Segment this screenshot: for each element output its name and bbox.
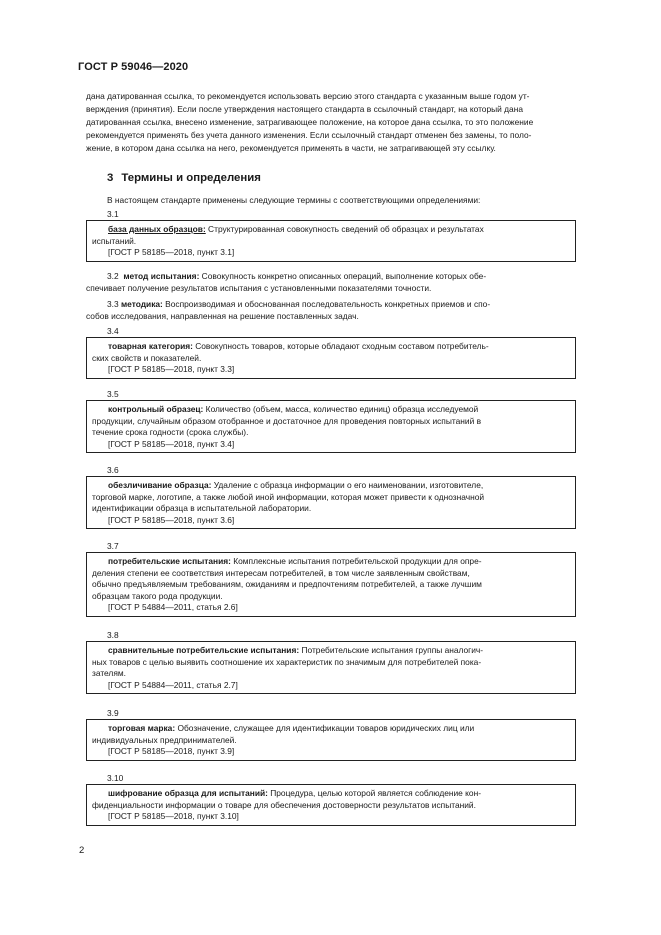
term-number: 3.2 xyxy=(107,271,119,281)
intro-line: рекомендуется применять без учета данного изменения. Если ссылочный стандарт отменен без замены, то поло- xyxy=(86,130,532,140)
term-number: 3.10 xyxy=(107,773,124,783)
term-number: 3.3 xyxy=(107,299,119,309)
definition-text: Обозначение, служащее для идентификации товаров юридических лиц или xyxy=(175,723,475,733)
section-number: 3 xyxy=(107,172,114,184)
term-source-ref: [ГОСТ Р 58185—2018, пункт 3.6] xyxy=(108,514,235,525)
definition-text: обычно предъявляемым требованиям, ожиданиям и предпочтениям потребителей, а также лучшим xyxy=(92,579,482,589)
definition-text: ских свойств и показателей. xyxy=(92,352,202,363)
definition-text: деления степени ее соответствия интересам потребителей, в том числе заявленным свойствам, xyxy=(92,567,470,578)
definition-text: Комплексные испытания потребительской продукции для опре- xyxy=(230,556,482,566)
definition-text: Совокупность товаров, которые обладают сходным составом потребитель- xyxy=(192,341,489,351)
term-source-ref: [ГОСТ Р 58185—2018, пункт 3.3] xyxy=(108,364,235,374)
term-name: сравнительные потребительские испытания: xyxy=(108,645,300,655)
definition-text: Структурированная совокупность сведений об образцах и результатах xyxy=(205,224,484,234)
intro-line: верждения (принятия). Если после утверждения настоящего стандарта в ссылочный стандарт, на который дана xyxy=(86,104,523,114)
term-paragraph xyxy=(86,270,576,294)
intro-line: дана датированная ссылка, то рекомендуется использовать версию этого стандарта с указанным выше годом ут- xyxy=(86,91,530,101)
term-source-ref: [ГОСТ Р 58185—2018, пункт 3.9] xyxy=(108,746,235,756)
section-title: Термины и определения xyxy=(121,172,261,184)
term-source-ref: [ГОСТ Р 58185—2018, пункт 3.10] xyxy=(108,811,239,821)
definition-text: Воспроизводимая и обоснованная последовательность конкретных приемов и спо- xyxy=(162,299,491,309)
term-name: потребительские испытания: xyxy=(108,556,231,566)
term-name: база данных образцов: xyxy=(108,224,206,234)
definition-text: собов исследования, направленная на решение поставленных задач. xyxy=(86,311,359,321)
term-definition-box xyxy=(86,641,576,694)
term-number: 3.5 xyxy=(107,389,119,399)
definition-text: Потребительские испытания группы аналогич- xyxy=(299,645,484,655)
term-number: 3.8 xyxy=(107,630,119,640)
definition-text: спечивает получение результатов испытания с установленными показателями точности. xyxy=(86,283,432,293)
intro-paragraph xyxy=(86,90,576,155)
term-name: шифрование образца для испытаний: xyxy=(108,788,268,798)
term-definition-box xyxy=(86,476,576,529)
intro-line: датированная ссылка, внесено изменение, затрагивающее положение, на которое дана ссылка, то это положение xyxy=(86,117,534,127)
term-name: контрольный образец: xyxy=(108,404,204,414)
definition-text: Процедура, целью которой является соблюдение кон- xyxy=(267,788,481,798)
term-source-ref: [ГОСТ Р 58185—2018, пункт 3.1] xyxy=(108,247,235,257)
definition-text: Удаление с образца информации о его наименовании, изготовителе, xyxy=(211,480,484,490)
term-definition-box xyxy=(86,552,576,617)
term-name: методика: xyxy=(120,299,163,309)
definition-text: Количество (объем, масса, количество единиц) образца исследуемой xyxy=(203,404,479,414)
definition-text: зателям. xyxy=(92,668,126,678)
term-definition-box xyxy=(86,337,576,379)
term-name: метод испытания: xyxy=(123,271,200,281)
term-number: 3.1 xyxy=(107,209,119,219)
term-source-ref: [ГОСТ Р 54884—2011, статья 2.6] xyxy=(108,602,238,612)
page-number: 2 xyxy=(79,845,85,856)
term-number: 3.6 xyxy=(107,465,119,475)
definition-text: течение срока годности (срока службы). xyxy=(92,427,249,437)
definition-text: продукции, случайным образом отобранное и достаточное для проведения повторных испытаний в xyxy=(92,415,482,426)
standard-code-header: ГОСТ Р 59046—2020 xyxy=(78,61,189,73)
definition-text: ных товаров с целью выявить соотношение их характеристик по значимым для потребителей пока- xyxy=(92,656,482,667)
term-number: 3.4 xyxy=(107,326,119,336)
term-name: товарная категория: xyxy=(108,341,193,351)
section-lead: В настоящем стандарте применены следующие термины с соответствующими определениями: xyxy=(107,195,481,205)
definition-text: образцам такого рода продукции. xyxy=(92,590,223,601)
term-name: обезличивание образца: xyxy=(108,480,212,490)
term-name: торговая марка: xyxy=(108,723,176,733)
term-paragraph xyxy=(86,298,576,322)
term-number: 3.9 xyxy=(107,708,119,718)
definition-text: торговой марке, логотипе, а также любой иной информации, которая может привести к однозначной xyxy=(92,491,485,502)
term-definition-box xyxy=(86,220,576,262)
term-definition-box xyxy=(86,400,576,453)
term-definition-box xyxy=(86,784,576,826)
definition-text: Совокупность конкретно описанных операций, выполнение которых обе- xyxy=(199,271,487,281)
term-source-ref: [ГОСТ Р 54884—2011, статья 2.7] xyxy=(108,679,238,690)
term-number: 3.7 xyxy=(107,541,119,551)
definition-text: идентификации образца в испытательной лаборатории. xyxy=(92,503,312,513)
term-definition-box xyxy=(86,719,576,761)
term-source-ref: [ГОСТ Р 58185—2018, пункт 3.4] xyxy=(108,438,235,449)
section-heading xyxy=(107,172,261,184)
definition-text: испытаний. xyxy=(92,235,137,246)
intro-line: жение, в котором дана ссылка на него, рекомендуется применять в части, не затрагивающей эту ссылку. xyxy=(86,143,496,153)
definition-text: индивидуальных предпринимателей. xyxy=(92,734,237,745)
definition-text: фиденциальности информации о товаре для обеспечения достоверности результатов испытаний. xyxy=(92,799,476,810)
